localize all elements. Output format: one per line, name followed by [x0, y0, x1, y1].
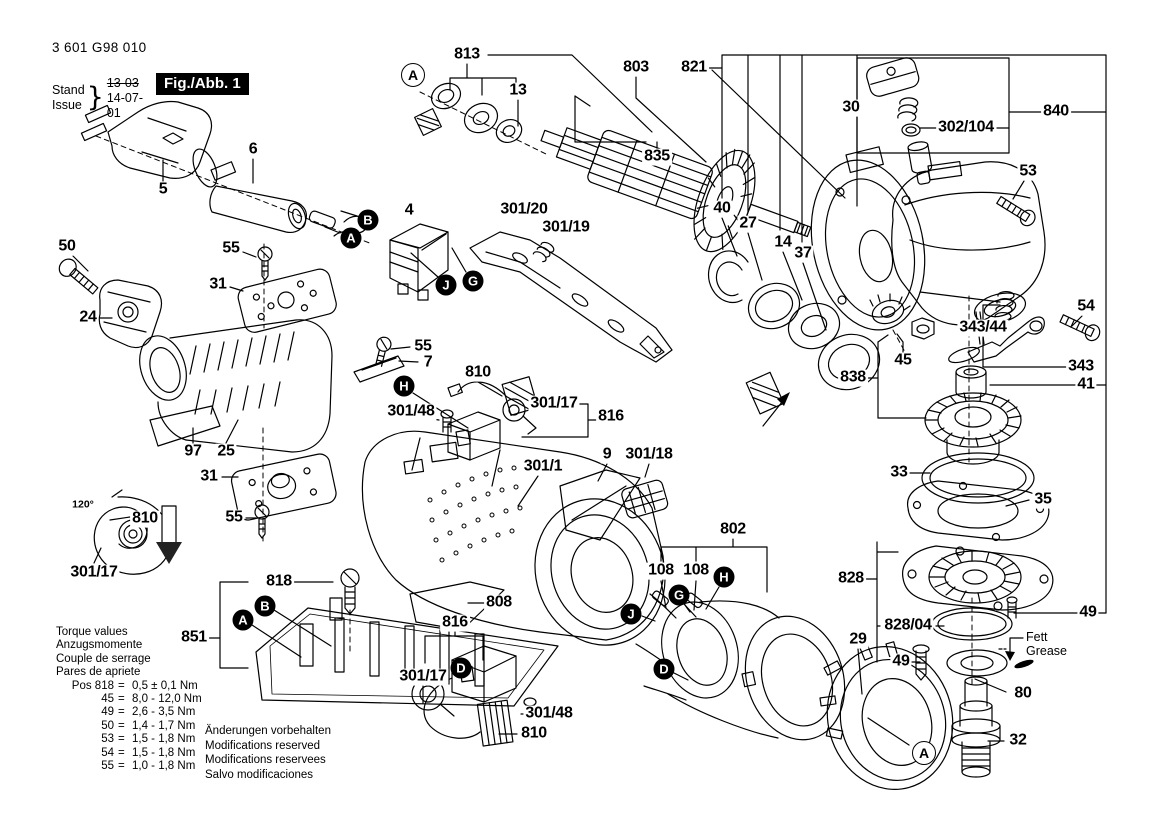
cord-guard — [210, 186, 337, 232]
torque-title-line: Couple de serrage — [56, 652, 151, 665]
grease-note-line2: Grease — [1026, 644, 1067, 658]
stand-label: Stand — [52, 83, 85, 98]
spindle-lock-lever — [947, 292, 1044, 366]
part-label-108: 108 — [648, 561, 674, 579]
modifications-line: Änderungen vorbehalten — [205, 725, 331, 737]
callout-A-outline: A — [912, 741, 936, 765]
callout-D-filled: D — [451, 658, 472, 679]
brush-assembly-bottom — [412, 646, 516, 746]
part-label-31: 31 — [200, 467, 218, 485]
part-label-302-104: 302/104 — [938, 118, 994, 136]
part-label-49: 49 — [892, 652, 910, 670]
revision-block — [52, 76, 147, 120]
part-label-6: 6 — [248, 140, 258, 158]
pinion-45 — [869, 294, 934, 339]
torque-title-line: Pares de apriete — [56, 666, 141, 679]
part-label-33: 33 — [890, 463, 908, 481]
part-label-49: 49 — [1079, 603, 1097, 621]
callout-B-filled: B — [358, 210, 379, 231]
spindle-32 — [952, 677, 1000, 777]
part-label-816: 816 — [442, 613, 468, 631]
plate-7 — [354, 356, 404, 382]
revision-labels — [52, 83, 85, 113]
part-label-818: 818 — [266, 572, 292, 590]
center-axes — [96, 92, 972, 688]
part-label-25: 25 — [217, 442, 235, 460]
part-label-54: 54 — [1077, 297, 1095, 315]
modifications-line: Modifications reservees — [205, 754, 326, 767]
issue-label: Issue — [52, 98, 82, 113]
part-label-27: 27 — [739, 214, 757, 232]
torque-title-line: Torque values — [56, 626, 128, 638]
part-label-37: 37 — [794, 244, 812, 262]
callout-D-filled: D — [654, 659, 675, 680]
bearing-plate — [796, 147, 939, 341]
part-label-343: 343 — [1068, 357, 1094, 375]
bearing-flange-828 — [903, 546, 1053, 610]
part-label-301-18: 301/18 — [625, 445, 673, 463]
torque-entry: Pos 818 = 0,5 ± 0,1 Nm — [71, 679, 198, 692]
screw-55-bottom-left — [255, 505, 269, 538]
part-label-14: 14 — [774, 233, 792, 251]
part-label-301-48: 301/48 — [387, 402, 435, 420]
field-coil-802 — [636, 590, 860, 753]
torque-entry: 45 = 8,0 - 12,0 Nm — [101, 693, 202, 706]
bearing-set-813 — [415, 79, 526, 147]
part-label-55: 55 — [222, 239, 240, 257]
spiral-spring-assembly — [94, 490, 182, 574]
torque-entries — [56, 680, 202, 774]
screw-818 — [341, 569, 359, 614]
part-label-810: 810 — [521, 724, 547, 742]
part-label-40: 40 — [713, 199, 731, 217]
part-label-30: 30 — [842, 98, 860, 116]
screw-54 — [1058, 311, 1102, 343]
callout-B-filled: B — [255, 596, 276, 617]
part-label-13: 13 — [509, 81, 527, 99]
spindle-rings — [709, 251, 888, 414]
part-label-5: 5 — [158, 180, 168, 198]
part-label-816: 816 — [598, 407, 624, 425]
bearing-cover-29 — [811, 632, 968, 803]
leader-lines — [73, 55, 1106, 745]
torque-entry: 54 = 1,5 - 1,8 Nm — [101, 746, 196, 759]
callout-A-outline: A — [401, 63, 425, 87]
part-label-301-1: 301/1 — [523, 457, 563, 475]
screw-49-right — [1007, 597, 1017, 618]
torque-title-lines — [56, 626, 202, 680]
part-label-80: 80 — [1014, 684, 1032, 702]
callout-J-filled: J — [436, 275, 457, 296]
part-label-301-19: 301/19 — [542, 218, 590, 236]
screw-301-48-top — [441, 410, 453, 432]
part-label-835: 835 — [644, 147, 670, 165]
washer-80 — [947, 650, 1007, 676]
part-label-810: 810 — [465, 363, 491, 381]
part-label-828-04: 828/04 — [884, 616, 932, 634]
torque-entry: 50 = 1,4 - 1,7 Nm — [101, 719, 196, 732]
modifications-line: Salvo modificaciones — [205, 768, 314, 781]
part-label-4: 4 — [404, 201, 414, 219]
screw-53 — [995, 193, 1038, 228]
part-label-55: 55 — [225, 508, 243, 526]
connector-301-18 — [620, 479, 669, 519]
revision-brace: } — [86, 82, 104, 114]
screw-55-top-left — [258, 247, 272, 280]
part-label-803: 803 — [623, 58, 649, 76]
revision-values — [107, 76, 147, 120]
part-label-45: 45 — [894, 351, 912, 369]
screw-301-48-bottom — [524, 698, 536, 722]
torque-entry: 53 = 1,5 - 1,8 Nm — [101, 733, 196, 746]
torque-entry: 49 = 2,6 - 3,5 Nm — [101, 706, 196, 719]
part-label-7: 7 — [423, 353, 433, 371]
part-label-838: 838 — [840, 368, 866, 386]
callout-H-filled: H — [714, 567, 735, 588]
main-housing-301-1 — [362, 431, 683, 662]
callout-G-filled: G — [669, 585, 690, 606]
part-label-301-17: 301/17 — [399, 667, 447, 685]
part-label-821: 821 — [681, 58, 707, 76]
torque-entry: 55 = 1,0 - 1,8 Nm — [101, 760, 196, 773]
part-label-41: 41 — [1077, 375, 1095, 393]
part-label-840: 840 — [1043, 102, 1069, 120]
part-label-9: 9 — [602, 445, 612, 463]
part-label-301-48: 301/48 — [525, 704, 573, 722]
cover-31-bottom — [230, 452, 338, 522]
lever-301-20 — [470, 232, 672, 362]
part-label-301-20: 301/20 — [500, 200, 548, 218]
callout-G-filled: G — [463, 271, 484, 292]
torque-values-block — [56, 626, 202, 773]
callout-J-filled: J — [621, 604, 642, 625]
part-label-50: 50 — [58, 237, 76, 255]
wire-terminals — [334, 216, 366, 240]
gear-housing — [892, 162, 1045, 328]
title-block — [52, 40, 241, 120]
o-ring-33 — [922, 453, 1034, 503]
part-label-24: 24 — [79, 308, 97, 326]
part-label-32: 32 — [1009, 731, 1027, 749]
grease-note — [1026, 630, 1067, 658]
part-label-120-: 120° — [72, 498, 94, 511]
brush-assembly-top — [448, 377, 538, 460]
grease-dab — [1014, 658, 1035, 670]
modifications-line: Modifications reserved — [205, 739, 321, 752]
part-label-810: 810 — [132, 509, 158, 527]
part-label-851: 851 — [181, 628, 207, 646]
catalog-part-number: 3 601 G98 010 — [52, 40, 147, 55]
switch-4 — [390, 224, 448, 300]
part-label-55: 55 — [414, 337, 432, 355]
callout-A-filled: A — [341, 228, 362, 249]
grease-note-line1: Fett — [1026, 630, 1048, 644]
callout-H-filled: H — [394, 376, 415, 397]
armature — [525, 85, 827, 281]
issue-value: 14-07-01 — [106, 90, 143, 120]
callout-A-filled: A — [233, 610, 254, 631]
part-label-808: 808 — [486, 593, 512, 611]
cover-31-top — [236, 267, 338, 334]
part-label-29: 29 — [849, 630, 867, 648]
part-label-343-44: 343/44 — [959, 318, 1007, 336]
part-label-53: 53 — [1019, 162, 1037, 180]
torque-title-line: Anzugsmomente — [56, 639, 143, 652]
figure-number-box: Fig./Abb. 1 — [156, 73, 249, 95]
stand-value: 13-03 — [106, 76, 139, 90]
part-label-108: 108 — [683, 561, 709, 579]
part-label-802: 802 — [720, 520, 746, 538]
part-label-301-17: 301/17 — [70, 563, 118, 581]
part-label-301-17: 301/17 — [530, 394, 578, 412]
part-label-31: 31 — [209, 275, 227, 293]
modifications-block — [205, 724, 331, 782]
part-label-828: 828 — [838, 569, 864, 587]
part-label-97: 97 — [184, 442, 202, 460]
part-label-813: 813 — [454, 45, 480, 63]
part-label-35: 35 — [1034, 490, 1052, 508]
